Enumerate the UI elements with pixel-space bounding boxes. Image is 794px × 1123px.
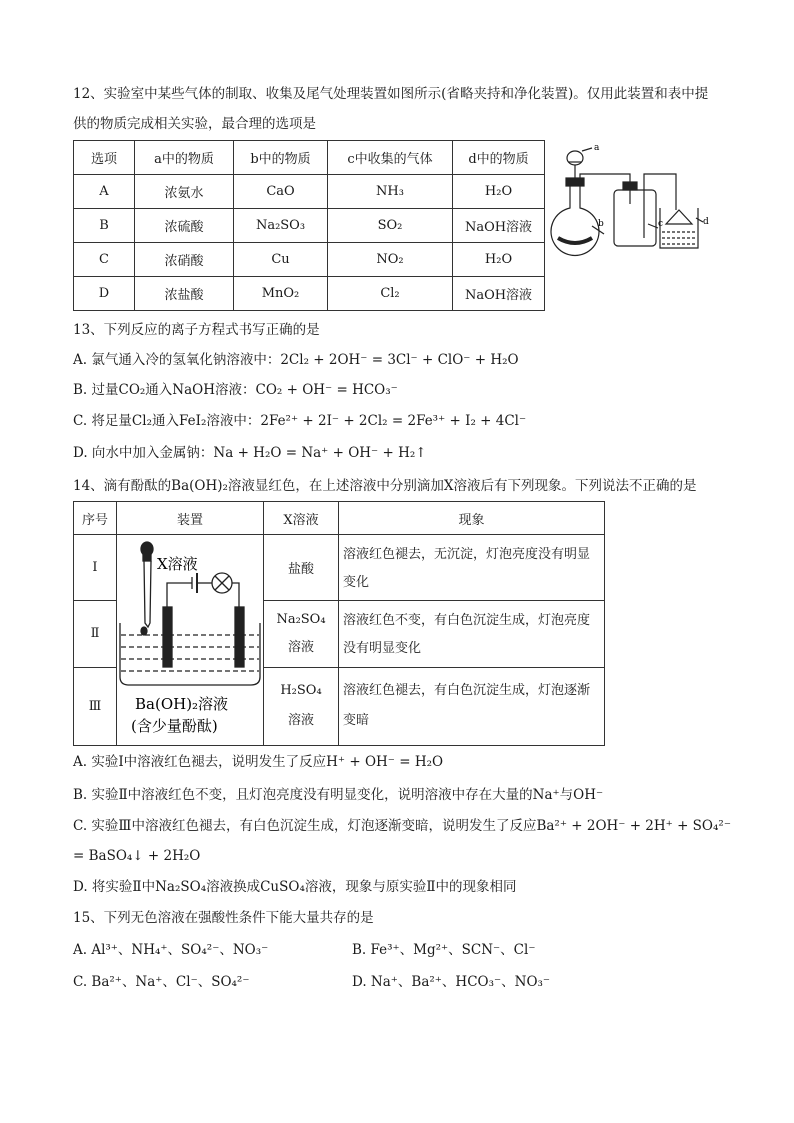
q14-option-a: A. 实验Ⅰ中溶液红色褪去，说明发生了反应H⁺ + OH⁻ = H₂O: [73, 754, 444, 770]
q14-header-no: 序号: [74, 502, 117, 535]
x-line: H₂SO₄: [280, 683, 322, 699]
phenomenon-line: 变化: [343, 574, 370, 590]
x-line: 溶液: [287, 713, 314, 729]
q12-cell: Cu: [234, 243, 328, 277]
q15-option-a: A. Al³⁺、NH₄⁺、SO₄²⁻、NO₃⁻: [73, 942, 269, 958]
x-line: Na₂SO₄: [276, 611, 326, 627]
q12-cell: 浓硝酸: [135, 243, 234, 277]
q13-option-a: A. 氯气通入冷的氢氧化钠溶液中：2Cl₂ + 2OH⁻ = 3Cl⁻ + ClO⁻ + H₂O: [73, 352, 519, 368]
q14-cell-no: Ⅱ: [74, 601, 117, 667]
q12-cell: H₂O: [453, 243, 545, 277]
q13-option-b: B. 过量CO₂通入NaOH溶液：CO₂ + OH⁻ = HCO₃⁻: [73, 382, 398, 398]
q12-cell: Na₂SO₃: [234, 209, 328, 243]
q14-option-b: B. 实验Ⅱ中溶液红色不变，且灯泡亮度没有明显变化，说明溶液中存在大量的Na⁺与OH⁻: [73, 787, 604, 803]
q14-header-x: X溶液: [264, 502, 339, 535]
q13-option-d: D. 向水中加入金属钠：Na + H₂O = Na⁺ + OH⁻ + H₂↑: [73, 445, 427, 461]
q14-option-c-line2: = BaSO₄↓ + 2H₂O: [73, 848, 201, 864]
q12-header-a: a中的物质: [135, 141, 234, 175]
ba-oh-solution-label: Ba(OH)₂溶液: [135, 695, 229, 713]
q12-header-b: b中的物质: [234, 141, 328, 175]
q15-option-c: C. Ba²⁺、Na⁺、Cl⁻、SO₄²⁻: [73, 974, 250, 990]
label-a: a: [594, 143, 600, 153]
q12-header-c: c中收集的气体: [328, 141, 453, 175]
q14-cell-phenomenon: [339, 601, 605, 667]
q12-cell: A: [74, 175, 135, 209]
q12-cell: NaOH溶液: [453, 209, 545, 243]
q12-cell: NO₂: [328, 243, 453, 277]
q14-cell-x: [264, 667, 339, 745]
q14-table: [73, 501, 605, 746]
phenomenon-line: 溶液红色褪去，无沉淀，灯泡亮度没有明显: [343, 546, 591, 562]
q13-stem: 13、下列反应的离子方程式书写正确的是: [73, 322, 320, 338]
phenomenon-line: 溶液红色褪去，有白色沉淀生成，灯泡逐渐: [343, 683, 591, 699]
q14-apparatus-figure: [117, 535, 263, 745]
table-row: [74, 277, 545, 311]
phenomenon-line: 溶液红色不变，有白色沉淀生成，灯泡亮度: [343, 612, 591, 628]
q14-apparatus-cell: [117, 535, 264, 746]
q14-header-phenomenon: 现象: [339, 502, 605, 535]
label-d: d: [703, 217, 709, 227]
q12-cell: C: [74, 243, 135, 277]
q12-cell: Cl₂: [328, 277, 453, 311]
q14-stem: 14、滴有酚酞的Ba(OH)₂溶液显红色，在上述溶液中分别滴加X溶液后有下列现象。下列说法不正确的是: [73, 478, 697, 494]
label-c: c: [658, 219, 664, 229]
q14-cell-no: Ⅰ: [74, 535, 117, 601]
q14-cell-phenomenon: [339, 667, 605, 745]
q15-option-d: D. Na⁺、Ba²⁺、HCO₃⁻、NO₃⁻: [352, 974, 551, 990]
q12-cell: CaO: [234, 175, 328, 209]
q12-cell: 浓硫酸: [135, 209, 234, 243]
q12-apparatus-figure: [548, 138, 723, 258]
x-line: 溶液: [287, 639, 314, 655]
q14-cell-x: [264, 601, 339, 667]
q12-cell: NH₃: [328, 175, 453, 209]
q14-cell-x: 盐酸: [264, 535, 339, 601]
phenolphthalein-label: (含少量酚酞): [131, 717, 218, 735]
q15-option-b: B. Fe³⁺、Mg²⁺、SCN⁻、Cl⁻: [352, 942, 536, 958]
q12-table: [73, 140, 545, 311]
q12-cell: 浓盐酸: [135, 277, 234, 311]
table-row: [74, 243, 545, 277]
q12-header-d: d中的物质: [453, 141, 545, 175]
q14-option-d: D. 将实验Ⅱ中Na₂SO₄溶液换成CuSO₄溶液，现象与原实验Ⅱ中的现象相同: [73, 879, 517, 895]
q15-stem: 15、下列无色溶液在强酸性条件下能大量共存的是: [73, 910, 374, 926]
table-row: [74, 175, 545, 209]
q12-cell: H₂O: [453, 175, 545, 209]
q14-cell-phenomenon: [339, 535, 605, 601]
table-row: [74, 209, 545, 243]
q12-stem-line2: 供的物质完成相关实验，最合理的选项是: [73, 116, 316, 132]
q13-option-c: C. 将足量Cl₂通入FeI₂溶液中：2Fe²⁺ + 2I⁻ + 2Cl₂ = 2Fe³⁺ + I₂ + 4Cl⁻: [73, 413, 527, 429]
q12-cell: B: [74, 209, 135, 243]
q12-cell: 浓氨水: [135, 175, 234, 209]
phenomenon-line: 变暗: [343, 713, 370, 729]
label-b: b: [598, 219, 604, 229]
q14-option-c-line1: C. 实验Ⅲ中溶液红色褪去，有白色沉淀生成，灯泡逐渐变暗，说明发生了反应Ba²⁺ + 2OH⁻ + 2H⁺ + SO₄²⁻: [73, 818, 731, 834]
phenomenon-line: 没有明显变化: [343, 640, 422, 656]
q12-stem-line1: 12、实验室中某些气体的制取、收集及尾气处理装置如图所示(省略夹持和净化装置)。仅用此装置和表中提: [73, 86, 709, 102]
q12-cell: D: [74, 277, 135, 311]
q12-cell: SO₂: [328, 209, 453, 243]
q14-header-apparatus: 装置: [117, 502, 264, 535]
q12-header-option: 选项: [74, 141, 135, 175]
q12-cell: MnO₂: [234, 277, 328, 311]
q12-cell: NaOH溶液: [453, 277, 545, 311]
x-solution-label: X溶液: [157, 555, 198, 573]
table-row: [74, 535, 605, 601]
q14-cell-no: Ⅲ: [74, 667, 117, 745]
